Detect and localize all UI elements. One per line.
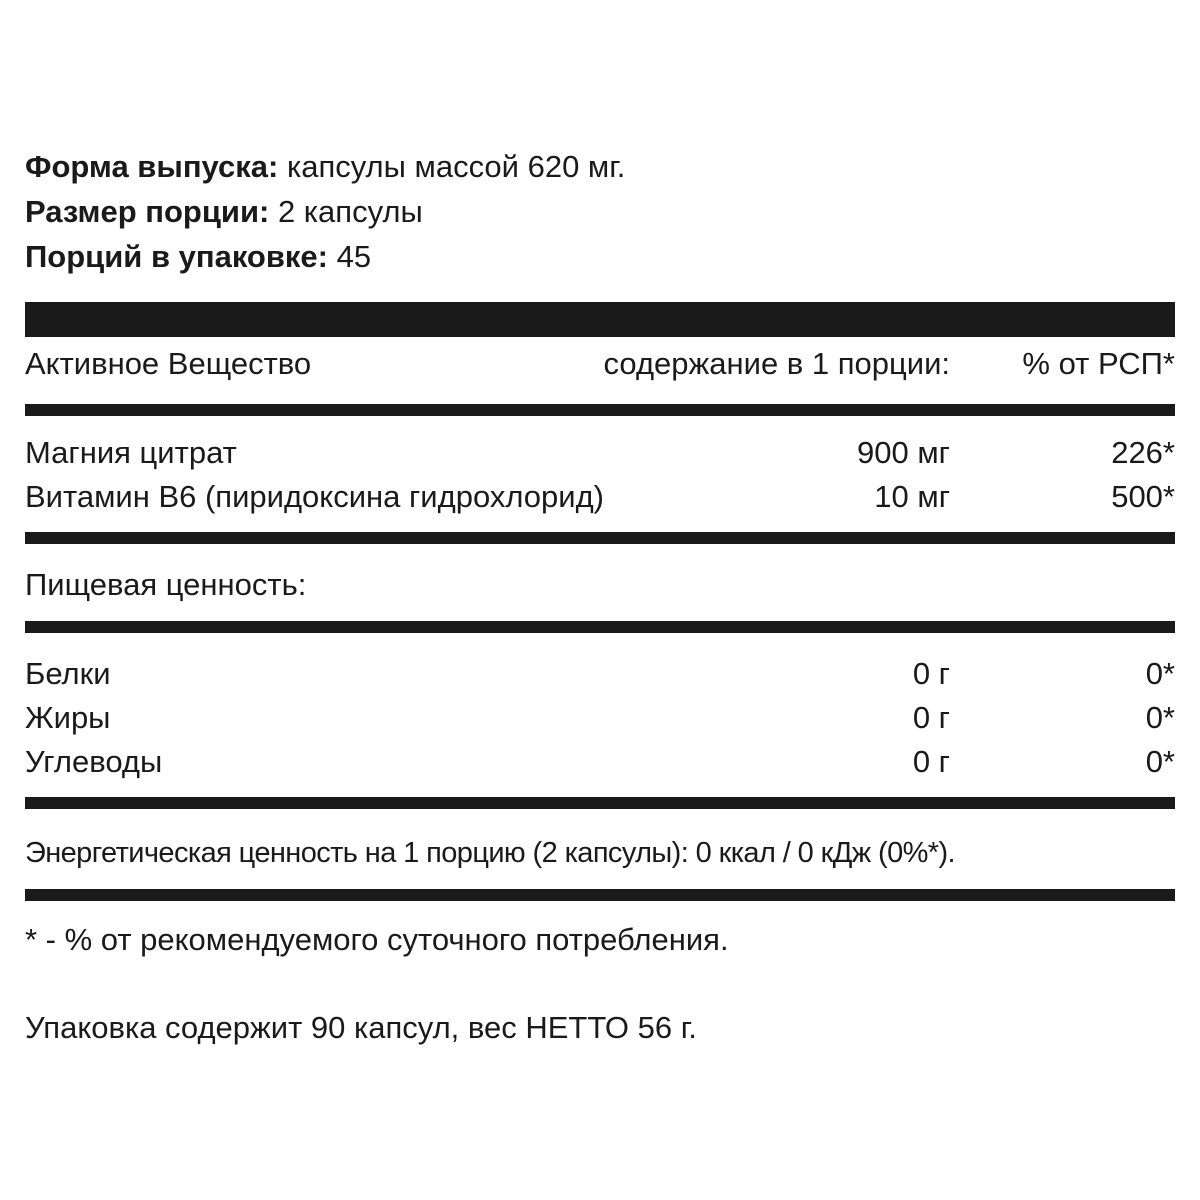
row-rsp: 226* xyxy=(1111,435,1175,470)
form-label: Форма выпуска: xyxy=(25,149,279,184)
row-name: Углеводы xyxy=(25,744,163,779)
table-divider xyxy=(25,621,1175,633)
servings-value: 45 xyxy=(328,239,372,274)
row-amount: 0 г xyxy=(912,656,950,691)
row-name: Витамин В6 (пиридоксина гидрохлорид) xyxy=(25,479,604,514)
row-name: Жиры xyxy=(25,700,111,735)
row-name: Магния цитрат xyxy=(25,435,237,470)
energy-row xyxy=(25,833,1175,873)
servings-line xyxy=(25,239,371,275)
table-divider xyxy=(25,532,1175,544)
table-row xyxy=(25,654,1175,694)
table-row xyxy=(25,742,1175,782)
serving-label: Размер порции: xyxy=(25,194,270,229)
header-substance: Активное Вещество xyxy=(25,346,312,381)
row-amount: 0 г xyxy=(912,700,950,735)
serving-line xyxy=(25,194,423,230)
form-line xyxy=(25,149,625,185)
header-rsp: % от РСП* xyxy=(1022,346,1175,381)
form-value: капсулы массой 620 мг. xyxy=(278,149,626,184)
servings-label: Порций в упаковке: xyxy=(25,239,328,274)
row-amount: 0 г xyxy=(912,744,950,779)
table-bottom-bar xyxy=(25,889,1175,901)
row-rsp: 0* xyxy=(1145,656,1175,691)
table-header xyxy=(25,344,1175,384)
energy-value: Энергетическая ценность на 1 порцию (2 капсулы): 0 ккал / 0 кДж (0%*). xyxy=(25,837,955,869)
table-row xyxy=(25,433,1175,473)
row-amount: 900 мг xyxy=(857,435,950,470)
footnote: * - % от рекомендуемого суточного потребления. xyxy=(25,922,729,957)
row-amount: 10 мг xyxy=(874,479,950,514)
row-rsp: 0* xyxy=(1145,744,1175,779)
table-row xyxy=(25,477,1175,517)
header-amount: содержание в 1 порции: xyxy=(603,346,950,381)
table-divider xyxy=(25,404,1175,416)
nutrition-title-row xyxy=(25,565,1175,605)
row-name: Белки xyxy=(25,656,111,691)
table-top-bar xyxy=(25,302,1175,337)
table-divider xyxy=(25,797,1175,809)
row-rsp: 500* xyxy=(1111,479,1175,514)
package-info: Упаковка содержит 90 капсул, вес НЕТТО 56 г. xyxy=(25,1010,697,1045)
serving-value: 2 капсулы xyxy=(269,194,423,229)
table-row xyxy=(25,698,1175,738)
nutrition-title: Пищевая ценность: xyxy=(25,567,307,602)
row-rsp: 0* xyxy=(1145,700,1175,735)
